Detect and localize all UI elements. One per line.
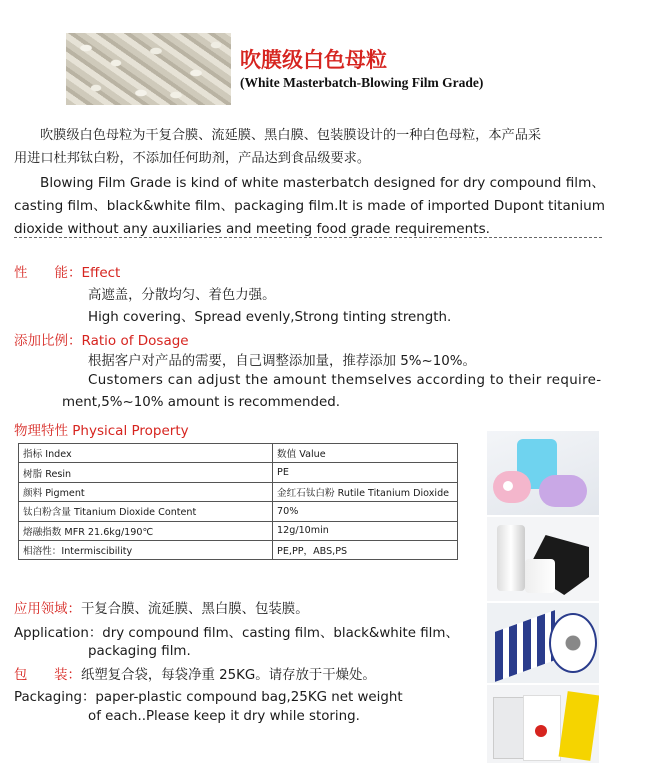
table-cell-index: 相溶性：Intermiscibility (19, 540, 273, 559)
effect-cn: 高遮盖，分散均匀、着色力强。 (88, 288, 276, 303)
product-photos (487, 431, 599, 763)
divider (14, 237, 602, 238)
film-rolls-photo (487, 431, 599, 517)
plastic-bags-photo (487, 685, 599, 763)
application-label-en: Application： (14, 626, 103, 641)
product-title-cn: 吹膜级白色母粒 (240, 47, 387, 72)
packaging-text-cn: 纸塑复合袋，每袋净重 25KG。请存放于干燥处。 (80, 668, 376, 683)
packaging-text-en: paper-plastic compound bag,25KG net weight (95, 690, 403, 705)
dosage-label-en: Ratio of Dosage (81, 333, 189, 349)
property-table-wrap (18, 443, 458, 560)
table-cell-value: 70% (273, 502, 458, 521)
intro-en-line: casting film、black&white film、packaging film.It is made of imported Dupont titanium (14, 198, 606, 214)
table-cell-index: 树脂 Resin (19, 463, 273, 482)
table-row (19, 521, 458, 540)
application-text-cn: 干复合膜、流延膜、黑白膜、包装膜。 (80, 602, 309, 617)
black-white-film-photo (487, 517, 599, 603)
table-cell-value: PE,PP，ABS,PS (273, 540, 458, 559)
table-cell-index: 指标 Index (19, 444, 273, 463)
application-text-en: dry compound film、casting film、black&white film、 (102, 626, 459, 641)
application-cn (14, 598, 309, 617)
packaging-en-line2: of each..Please keep it dry while storing. (88, 709, 360, 724)
intro-en (14, 172, 605, 241)
table-cell-index: 熔融指数 MFR 21.6kg/190℃ (19, 521, 273, 540)
physical-heading: 物理特性 Physical Property (14, 423, 189, 439)
dosage-label-cn: 添加比例： (14, 333, 82, 349)
dosage-en-line2: ment,5%~10% amount is recommended. (62, 395, 340, 410)
dosage-heading (14, 329, 189, 349)
intro-en-line: dioxide without any auxiliaries and meeting food grade requirements. (14, 221, 491, 237)
table-row (19, 540, 458, 559)
table-cell-index: 颜料 Pigment (19, 482, 273, 501)
effect-heading (14, 261, 120, 281)
packaging-cn (14, 664, 376, 683)
table-cell-value: 12g/10min (273, 521, 458, 540)
effect-label-en: Effect (81, 265, 121, 281)
intro-cn (14, 124, 541, 170)
effect-en: High covering、Spread evenly,Strong tinting strength. (88, 310, 452, 325)
printed-film-roll-photo (487, 603, 599, 685)
pellets-photo (66, 33, 231, 105)
intro-cn-line: 吹膜级白色母粒为干复合膜、流延膜、黑白膜、包装膜设计的一种白色母粒，本产品采 (40, 128, 542, 143)
intro-en-line: Blowing Film Grade is kind of white masterbatch designed for dry compound film、 (40, 175, 605, 191)
property-table (18, 443, 458, 560)
table-row (19, 502, 458, 521)
application-label-cn: 应用领域： (14, 602, 81, 617)
product-title-en: (White Masterbatch-Blowing Film Grade) (240, 75, 484, 90)
table-row (19, 463, 458, 482)
application-en-line2: packaging film. (88, 644, 191, 659)
packaging-label-cn: 包 装： (14, 668, 81, 683)
intro-cn-line: 用进口杜邦钛白粉，不添加任何助剂，产品达到食品级要求。 (14, 151, 371, 166)
table-cell-value: PE (273, 463, 458, 482)
table-header-row (19, 444, 458, 463)
table-cell-value: 数值 Value (273, 444, 458, 463)
table-cell-index: 钛白粉含量 Titanium Dioxide Content (19, 502, 273, 521)
dosage-cn: 根据客户对产品的需要，自己调整添加量，推荐添加 5%~10%。 (88, 354, 476, 369)
effect-label-cn: 性 能： (14, 265, 82, 281)
packaging-en (14, 686, 403, 705)
table-cell-value: 金红石钛白粉 Rutile Titanium Dioxide (273, 482, 458, 501)
application-en (14, 622, 459, 641)
table-row (19, 482, 458, 501)
dosage-en-line1: Customers can adjust the amount themselves according to their require- (88, 373, 602, 388)
packaging-label-en: Packaging： (14, 690, 96, 705)
